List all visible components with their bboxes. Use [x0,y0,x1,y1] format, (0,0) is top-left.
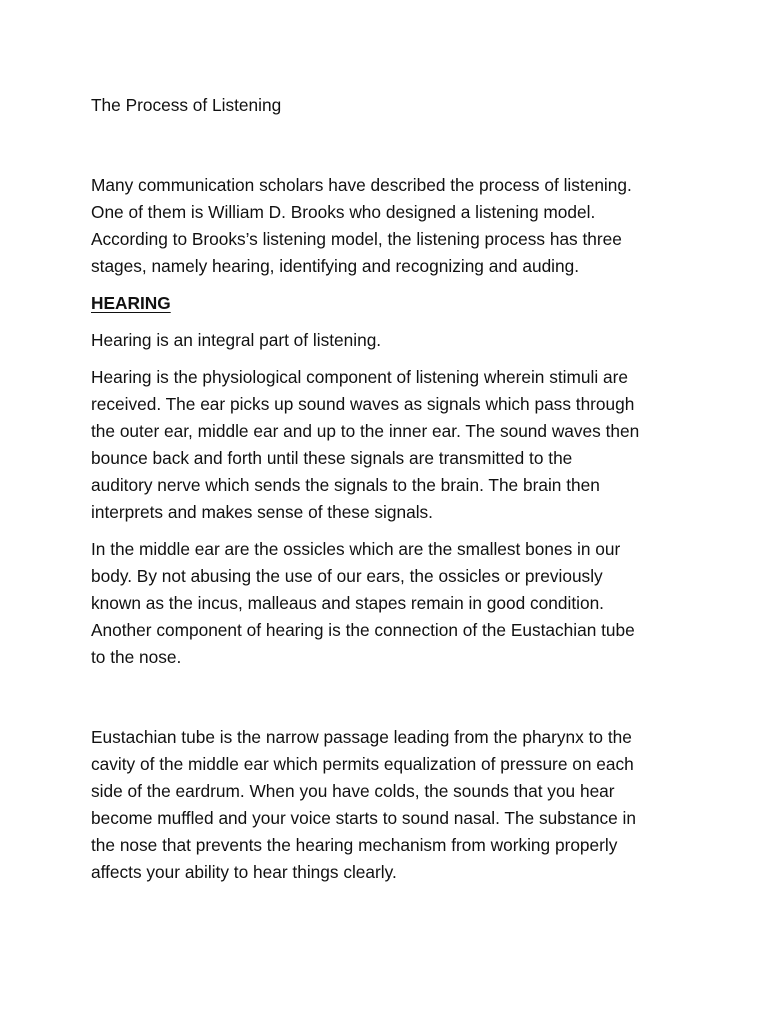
hearing-paragraph-2 [91,364,698,526]
text-line: become muffled and your voice starts to sound nasal. The substance in [91,808,637,828]
text-line: Eustachian tube is the narrow passage leading from the pharynx to the [91,727,632,747]
text-line: One of them is William D. Brooks who designed a listening model. [91,202,596,222]
text-line: Many communication scholars have described the process of listening. [91,175,632,195]
hearing-paragraph-3 [91,536,698,671]
section-heading-hearing: HEARING [91,293,171,313]
eustachian-paragraph [91,724,698,886]
text-line: cavity of the middle ear which permits equalization of pressure on each [91,754,634,774]
hearing-paragraph-1 [91,327,698,354]
text-line: the outer ear, middle ear and up to the inner ear. The sound waves then [91,421,640,441]
document-title: The Process of Listening [91,95,282,115]
text-line: According to Brooks’s listening model, the listening process has three [91,229,622,249]
text-line: Another component of hearing is the connection of the Eustachian tube [91,620,635,640]
text-line: bounce back and forth until these signals are transmitted to the [91,448,573,468]
text-line: In the middle ear are the ossicles which are the smallest bones in our [91,539,621,559]
text-line: to the nose. [91,647,182,667]
text-line: interprets and makes sense of these signals. [91,502,433,522]
text-line: known as the incus, malleaus and stapes remain in good condition. [91,593,604,613]
text-line: Hearing is the physiological component of listening wherein stimuli are [91,367,628,387]
text-line: the nose that prevents the hearing mechanism from working properly [91,835,618,855]
text-line: affects your ability to hear things clearly. [91,862,397,882]
text-line: body. By not abusing the use of our ears, the ossicles or previously [91,566,603,586]
text-line: stages, namely hearing, identifying and recognizing and auding. [91,256,580,276]
text-line: side of the eardrum. When you have colds, the sounds that you hear [91,781,615,801]
text-line: auditory nerve which sends the signals to the brain. The brain then [91,475,600,495]
text-line: Hearing is an integral part of listening. [91,330,382,350]
intro-paragraph [91,172,698,280]
text-line: received. The ear picks up sound waves as signals which pass through [91,394,635,414]
